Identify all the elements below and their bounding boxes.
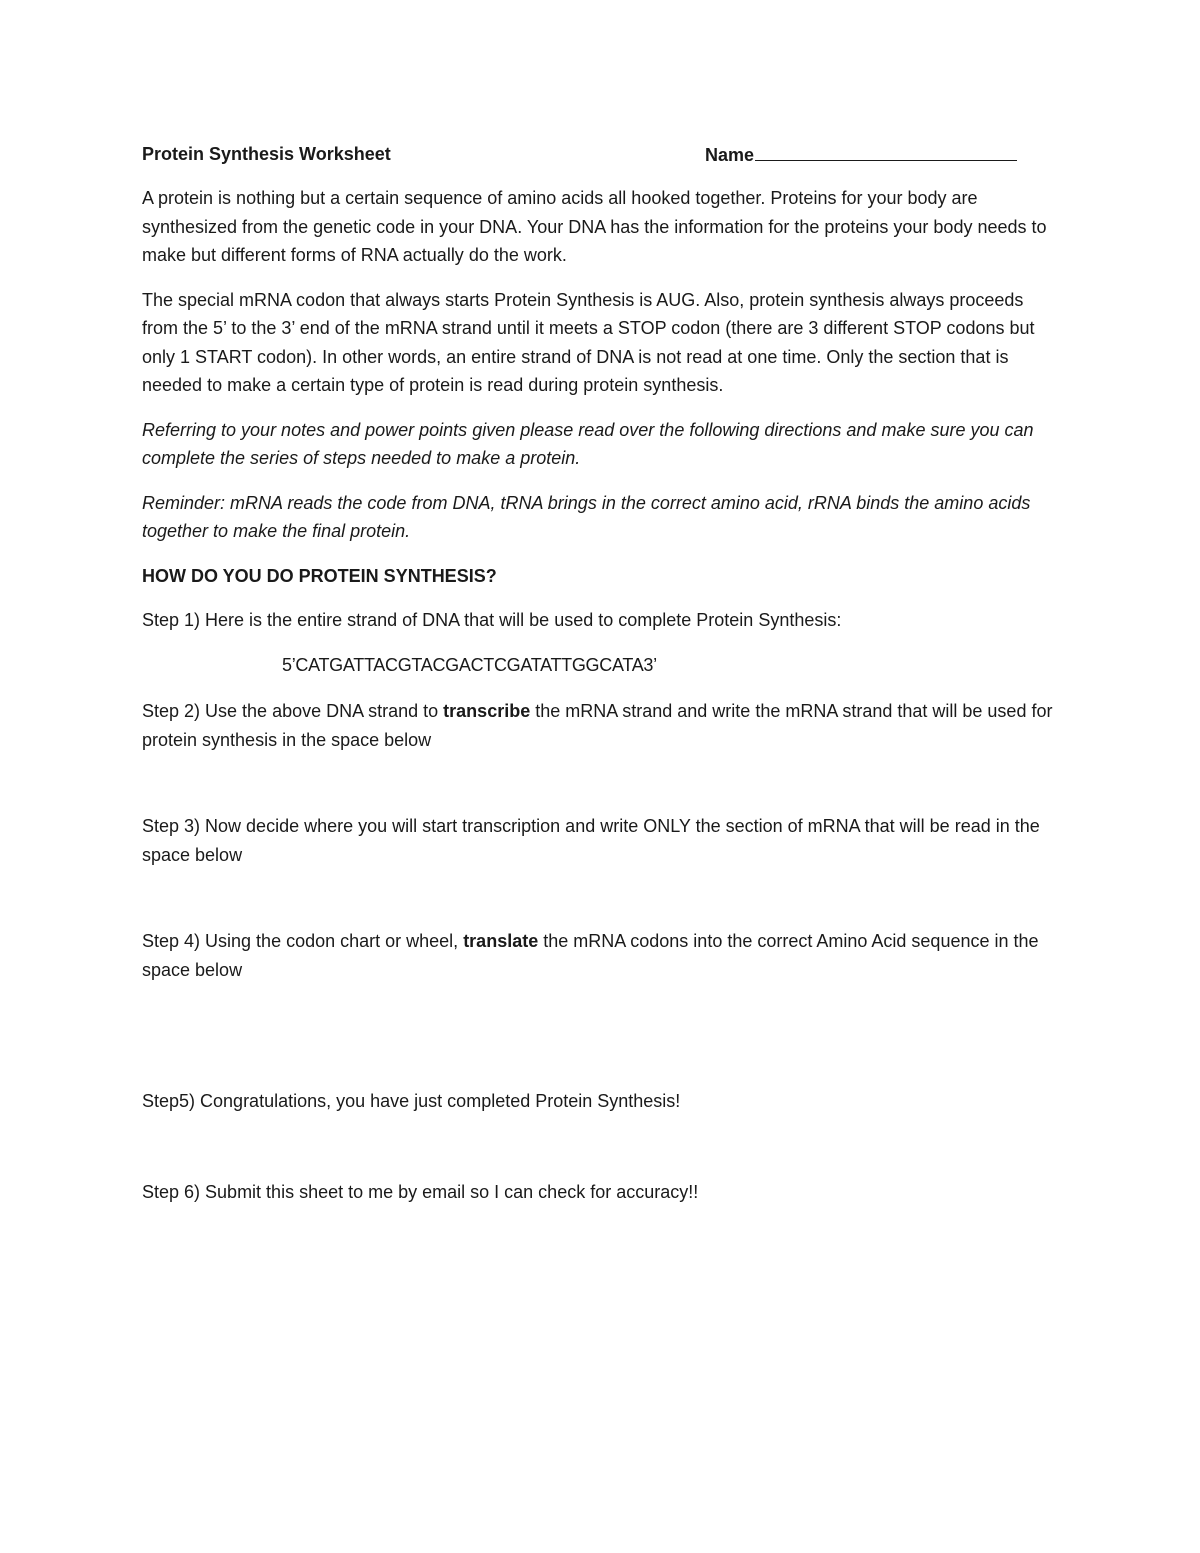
step-2-keyword: transcribe <box>443 701 531 721</box>
step-4-text-end: the mRNA codons into the correct Amino Acid sequence in the space below <box>142 931 1039 980</box>
dna-strand: 5’CATGATTACGTACGACTCGATATTGGCATA3’ <box>282 654 657 675</box>
step-2-text-end: the mRNA strand and write the mRNA strand that will be used for protein synthesis in the space below <box>142 701 1053 750</box>
step-6: Step 6) Submit this sheet to me by email so I can check for accuracy!! <box>142 1181 699 1202</box>
name-label: Name <box>705 145 755 165</box>
step-2-answer-space[interactable] <box>142 754 1062 812</box>
step-2 <box>142 697 1062 754</box>
step-4-keyword: translate <box>463 931 539 951</box>
reminder-paragraph: Reminder: mRNA reads the code from DNA, tRNA brings in the correct amino acid, rRNA binds the amino acids together to make the final protein. <box>142 492 1031 541</box>
step-5-spacer <box>142 1116 1062 1178</box>
worksheet-title: Protein Synthesis Worksheet <box>142 144 391 164</box>
worksheet-page <box>142 140 1062 1206</box>
worksheet-header <box>142 140 1062 170</box>
directions-paragraph: Referring to your notes and power points given please read over the following directions and make sure you can complete the series of steps needed to make a protein. <box>142 419 1034 468</box>
step-4 <box>142 927 1062 984</box>
step-4-answer-space[interactable] <box>142 984 1062 1087</box>
step-5: Step5) Congratulations, you have just completed Protein Synthesis! <box>142 1091 681 1111</box>
step-1: Step 1) Here is the entire strand of DNA that will be used to complete Protein Synthesis: <box>142 610 842 630</box>
name-blank-line[interactable] <box>755 140 1017 161</box>
step-4-text-start: Step 4) Using the codon chart or wheel, <box>142 931 464 951</box>
step-2-text-start: Step 2) Use the above DNA strand to <box>142 701 444 721</box>
name-field[interactable] <box>705 140 1017 170</box>
section-heading: HOW DO YOU DO PROTEIN SYNTHESIS? <box>142 565 497 586</box>
step-3-answer-space[interactable] <box>142 869 1062 927</box>
intro-paragraph-2: The special mRNA codon that always starts Protein Synthesis is AUG. Also, protein synthesis always proceeds from the 5’ to the 3’ end of the mRNA strand until it meets a STOP codon (there are 3 different STOP codons but only 1 START codon). In other words, an entire strand of DNA is not read at one time. Only the section that is needed to make a certain type of protein is read during protein synthesis. <box>142 289 1035 395</box>
intro-paragraph-1: A protein is nothing but a certain sequence of amino acids all hooked together. Proteins for your body are synthesized from the genetic code in your DNA. Your DNA has the information for the proteins your body needs to make but different forms of RNA actually do the work. <box>142 188 1047 265</box>
step-3: Step 3) Now decide where you will start transcription and write ONLY the section of mRNA that will be read in the space below <box>142 816 1040 865</box>
